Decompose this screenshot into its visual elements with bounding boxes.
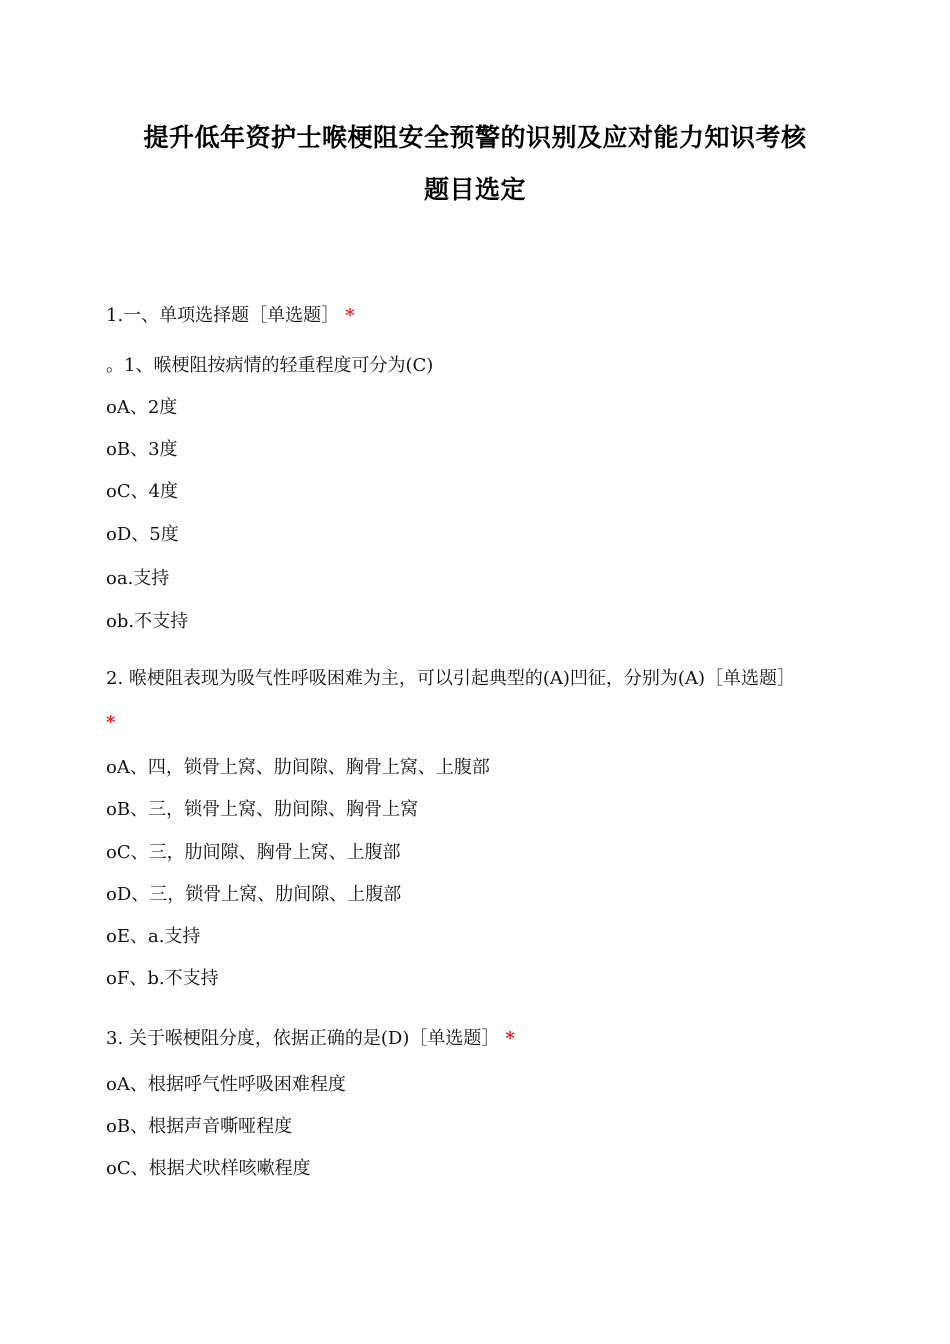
question-2-header: 2. 喉梗阻表现为吸气性呼吸困难为主，可以引起典型的(A)凹征，分别为(A)［单选题］ [106, 668, 795, 689]
question-3-option-a[interactable]: oA、根据呼气性呼吸困难程度 [106, 1074, 346, 1095]
question-1-header [106, 305, 355, 327]
document-title-line-1: 提升低年资护士喉梗阻安全预警的识别及应对能力知识考核 [143, 123, 807, 152]
question-3-option-c[interactable]: oC、根据犬吠样咳嗽程度 [106, 1158, 311, 1179]
required-asterisk: * [106, 712, 116, 733]
question-2-option-b[interactable]: oB、三，锁骨上窝、肋间隙、胸骨上窝 [106, 799, 419, 820]
question-2-option-d[interactable]: oD、三，锁骨上窝、肋间隙、上腹部 [106, 884, 402, 905]
question-1-option-b[interactable]: oB、3度 [106, 439, 178, 460]
question-2-required [106, 712, 115, 734]
required-asterisk: * [505, 1028, 515, 1049]
question-3-option-b[interactable]: oB、根据声音嘶哑程度 [106, 1116, 293, 1137]
question-1-stem: 。1、喉梗阻按病情的轻重程度可分为(C) [106, 355, 434, 376]
question-3-header-text: 3. 关于喉梗阻分度，依据正确的是(D)［单选题］ [106, 1028, 500, 1049]
question-1-option-not-support[interactable]: ob.不支持 [106, 611, 189, 632]
question-2-option-a[interactable]: oA、四，锁骨上窝、肋间隙、胸骨上窝、上腹部 [106, 757, 490, 778]
question-1-option-d[interactable]: oD、5度 [106, 524, 179, 545]
document-title-line-2: 题目选定 [423, 175, 526, 204]
question-3-header [106, 1028, 515, 1050]
question-2-option-e[interactable]: oE、a.支持 [106, 926, 201, 947]
question-1-option-support[interactable]: oa.支持 [106, 568, 170, 589]
question-1-option-a[interactable]: oA、2度 [106, 397, 178, 418]
required-asterisk: * [345, 305, 355, 326]
question-2-option-c[interactable]: oC、三，肋间隙、胸骨上窝、上腹部 [106, 842, 401, 863]
question-2-option-f[interactable]: oF、b.不支持 [106, 968, 219, 989]
question-1-option-c[interactable]: oC、4度 [106, 481, 179, 502]
question-1-header-text: 1.一、单项选择题［单选题］ [106, 305, 340, 326]
